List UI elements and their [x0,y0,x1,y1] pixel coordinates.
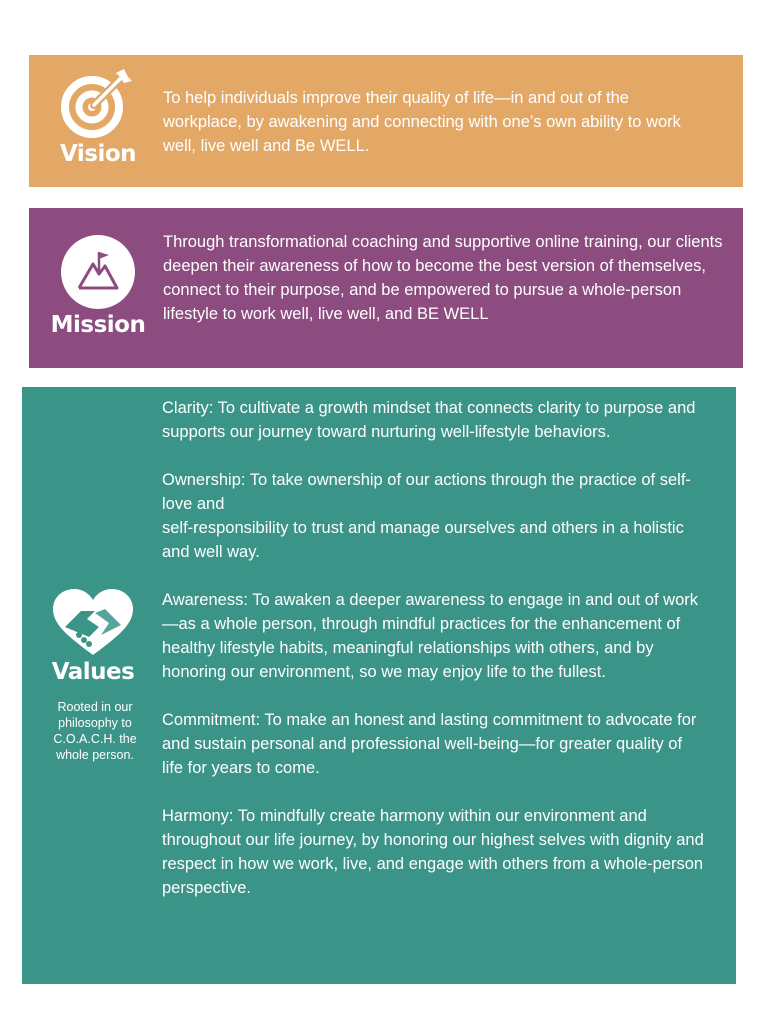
target-arrow-icon [58,67,138,139]
value-clarity: Clarity: To cultivate a growth mindset that connects clarity to purpose and supports our journey toward nurturing well-lifestyle behaviors. [162,399,696,441]
values-caption: Rooted in our philosophy to C.O.A.C.H. the whole person. [53,700,137,762]
mission-statement: Through transformational coaching and supportive online training, our clients deepen their awareness of how to become the best version of themselves, connect to their purpose, and be empowered to pursue a whole-person lifestyle to work well, live well, and BE WELL [163,233,723,323]
value-commitment: Commitment: To make an honest and lasting commitment to advocate for and sustain personal and professional well-being—for greater quality of life for years to come. [162,711,697,777]
value-ownership: Ownership: To take ownership of our actions through the practice of self-love and self-responsibility to trust and manage ourselves and others in a holistic and well way. [162,471,691,561]
vision-badge [56,67,140,166]
heart-handshake-icon [51,589,135,657]
mission-panel [29,208,743,368]
vision-panel [29,55,743,187]
mission-badge [49,234,147,337]
values-title: Values [51,659,135,685]
vision-statement: To help individuals improve their quality of life—in and out of the workplace, by awakening and connecting with one’s own ability to work well, live well and Be WELL. [163,89,681,155]
values-panel [22,387,736,984]
vision-title: Vision [59,141,137,167]
values-list [162,396,707,924]
value-awareness: Awareness: To awaken a deeper awareness to engage in and out of work—as a whole person, through mindful practices for the enhancement of healthy lifestyle habits, meaningful relationships with others, and by honoring our environment, so we may enjoy life to the fullest. [162,591,698,681]
values-badge [46,589,140,684]
mission-title: Mission [50,312,146,338]
value-harmony: Harmony: To mindfully create harmony within our environment and throughout our life journey, by honoring our highest selves with dignity and respect in how we work, live, and engage with others from a whole-person perspective. [162,807,704,897]
mountain-flag-icon [59,234,137,310]
